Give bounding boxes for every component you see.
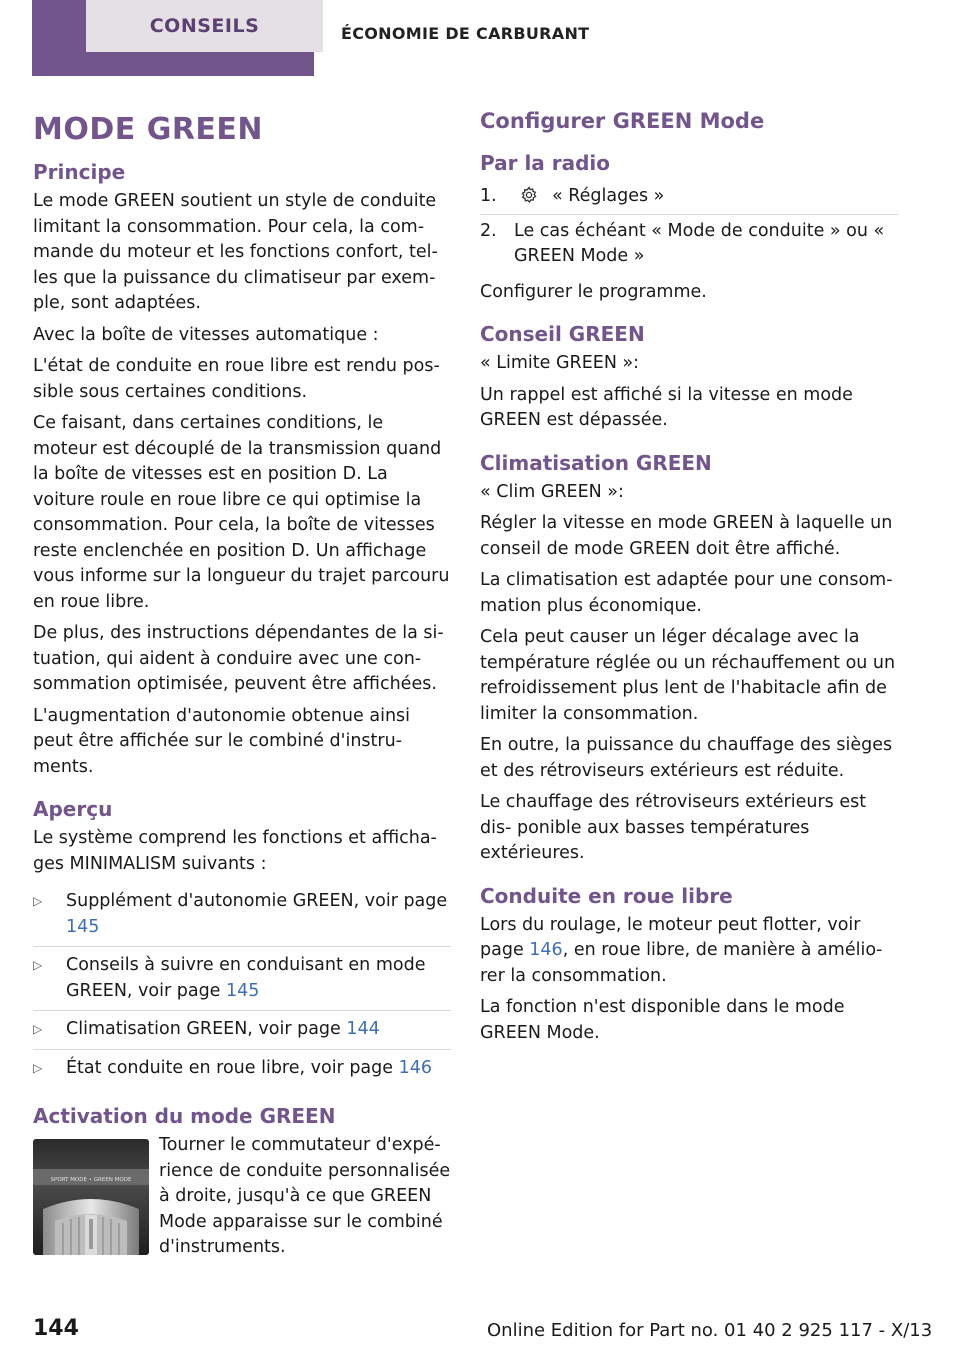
activation-heading: Activation du mode GREEN	[33, 1104, 336, 1128]
paragraph: Régler la vitesse en mode GREEN à laquelle un conseil de mode GREEN doit être affiché.	[480, 513, 893, 559]
triangle-bullet-icon: ▷	[33, 894, 43, 908]
activation-text: Tourner le commutateur d'expé‐ rience de conduite personnalisée à droite, jusqu'à ce que GREEN Mode apparaisse sur le combiné d'instruments.	[159, 1135, 451, 1257]
paragraph: Un rappel est affiché si la vitesse en mode GREEN est dépassée.	[480, 384, 853, 430]
page-link[interactable]: 145	[226, 980, 260, 1001]
list-item: 1. « Réglages »	[480, 180, 898, 215]
apercu-heading: Aperçu	[33, 797, 113, 821]
list-item: 2. Le cas échéant « Mode de conduite » ou « GREEN Mode »	[480, 220, 885, 266]
page-link[interactable]: 144	[346, 1019, 380, 1039]
paragraph: L'état de conduite en roue libre est rendu pos‐ sible sous certaines conditions.	[33, 356, 440, 402]
triangle-bullet-icon: ▷	[33, 1060, 43, 1075]
list-item: ▷ Climatisation GREEN, voir page 144	[33, 1011, 451, 1050]
conseil-heading: Conseil GREEN	[480, 322, 645, 346]
paragraph: Cela peut causer un léger décalage avec la température réglée ou un réchauffement ou un refroidissement plus lent de l'habitacle afin de limiter la consommation.	[480, 627, 896, 724]
paragraph: L'augmentation d'autonomie obtenue ainsi peut être affichée sur le combiné d'instru‐ ments.	[33, 705, 411, 777]
list-item: ▷ État conduite en roue libre, voir page 146	[33, 1050, 451, 1088]
paragraph: « Clim GREEN »:	[480, 481, 624, 502]
paragraph: Configurer le programme.	[480, 281, 707, 302]
page-number: 144	[33, 1316, 79, 1341]
page-link[interactable]: 146	[529, 940, 563, 960]
par-la-radio-heading: Par la radio	[480, 151, 611, 175]
page-header	[0, 0, 960, 78]
paragraph: Lors du roulage, le moteur peut flotter, voir page 146, en roue libre, de manière à amélio‐ rer la consommation.	[480, 914, 883, 986]
edition-footer: Online Edition for Part no. 01 40 2 925 117 - X/13	[487, 1320, 933, 1341]
principe-heading: Principe	[33, 160, 126, 184]
section-tab-label: CONSEILS	[86, 0, 323, 52]
paragraph: La climatisation est adaptée pour une consom‐ mation plus économique.	[480, 570, 893, 616]
paragraph: Le chauffage des rétroviseurs extérieurs est dis‐ ponible aux basses températures extérieures.	[480, 792, 867, 863]
right-column	[480, 106, 898, 1052]
triangle-bullet-icon: ▷	[33, 1022, 43, 1036]
page-link[interactable]: 145	[66, 916, 100, 937]
paragraph: Le système comprend les fonctions et afficha‐ ges MINIMALISM suivants :	[33, 828, 437, 874]
triangle-bullet-icon: ▷	[33, 958, 43, 972]
chapter-title: ÉCONOMIE DE CARBURANT	[341, 24, 590, 43]
section-tab	[32, 0, 314, 76]
page-link[interactable]: 146	[398, 1057, 432, 1078]
list-item: ▷ Supplément d'autonomie GREEN, voir page 145	[33, 883, 451, 947]
paragraph: Le mode GREEN soutient un style de conduite limitant la consommation. Pour cela, la com‐ mande du moteur et les fonctions confort, tel‐ les que la puissance du climatiseur par exem‐ ple, sont adaptées.	[33, 191, 438, 313]
steps-list	[480, 180, 898, 274]
page-title: MODE GREEN	[33, 112, 264, 147]
gear-icon	[520, 186, 538, 204]
feature-list	[33, 883, 451, 1087]
paragraph: En outre, la puissance du chauffage des sièges et des rétroviseurs extérieurs est réduite.	[480, 735, 893, 781]
activation-block	[33, 1133, 451, 1273]
mode-switch-image	[33, 1139, 149, 1255]
paragraph: De plus, des instructions dépendantes de la si‐ tuation, qui aident à conduire avec une con‐ sommation optimisée, peuvent être affichées.	[33, 623, 444, 694]
paragraph: « Limite GREEN »:	[480, 353, 640, 373]
paragraph: Ce faisant, dans certaines conditions, le moteur est découplé de la transmission quand la boîte de vitesses est en position D. La voiture roule en roue libre ce qui optimise la consommation. Pour cela, la boîte de vitesses reste enclenchée en position D. Un affichage vous informe sur la longueur du trajet parcouru en roue libre.	[33, 413, 450, 612]
list-item: ▷ Conseils à suivre en conduisant en mode GREEN, voir page 145	[33, 947, 451, 1011]
conduite-heading: Conduite en roue libre	[480, 883, 733, 908]
paragraph: Avec la boîte de vitesses automatique :	[33, 324, 379, 345]
configurer-heading: Configurer GREEN Mode	[480, 109, 765, 133]
climatisation-heading: Climatisation GREEN	[480, 450, 712, 475]
knob-label: SPORT MODE • GREEN MODE	[50, 1177, 132, 1183]
left-column	[33, 108, 451, 1273]
paragraph: La fonction n'est disponible dans le mode GREEN Mode.	[480, 997, 845, 1043]
